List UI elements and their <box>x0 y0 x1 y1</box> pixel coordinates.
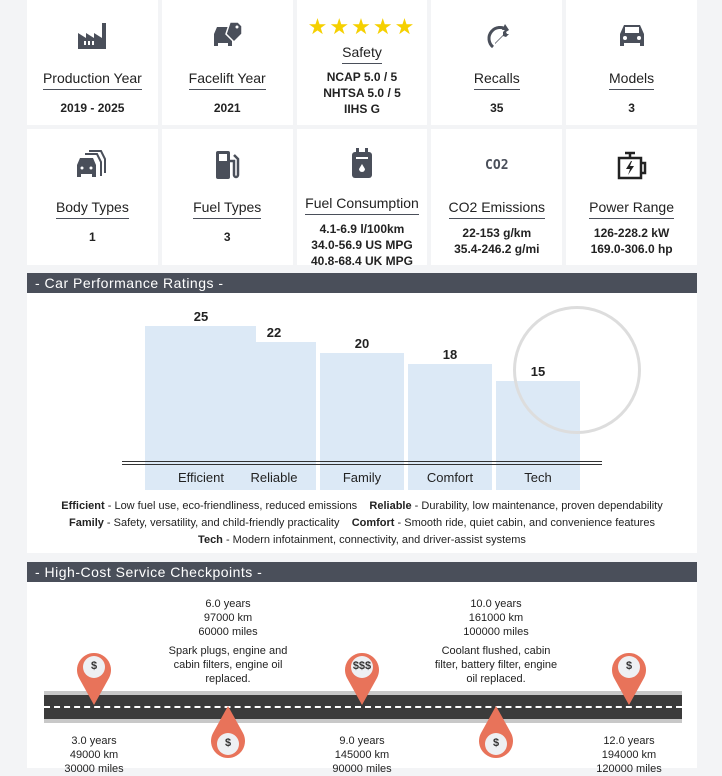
spec-value: 3 <box>223 230 231 244</box>
spec-value: 34.0-56.9 US MPG <box>311 238 413 252</box>
spec-value: NHTSA 5.0 / 5 <box>323 86 401 100</box>
checkpoint-years: 6.0 years <box>205 598 251 610</box>
checkpoint-km: 145000 km <box>334 749 390 761</box>
legend-term: Family <box>69 517 104 529</box>
bar-value: 15 <box>530 363 546 379</box>
co2-icon: CO2 <box>485 157 509 173</box>
legend-desc: - Modern infotainment, connectivity, and driver-assist systems <box>222 534 526 546</box>
bar-label: Efficient <box>177 470 224 485</box>
spec-value: IIHS G <box>343 102 380 116</box>
checkpoint-years: 9.0 years <box>339 735 385 747</box>
spec-label: Safety <box>342 44 382 64</box>
checkpoint-miles: 60000 miles <box>198 626 258 638</box>
astronaut-watermark <box>513 306 641 434</box>
service-pin[interactable] <box>610 648 648 706</box>
spec-label: Facelift Year <box>189 70 266 90</box>
checkpoint-info <box>292 734 432 776</box>
checkpoint-miles: 120000 miles <box>596 763 662 775</box>
spec-value: 2019 - 2025 <box>60 101 125 115</box>
stars-icon: ★★★★★ <box>307 14 417 39</box>
spec-value: 2021 <box>213 101 241 115</box>
spec-label: Recalls <box>474 70 520 90</box>
legend-desc: - Safety, versatility, and child-friendly practicality <box>103 517 340 529</box>
checkpoint-km: 194000 km <box>601 749 657 761</box>
bar-label: Family <box>342 470 382 485</box>
cost-icon: $$$ <box>352 660 372 672</box>
checkpoint-years: 3.0 years <box>71 735 117 747</box>
spec-value: 126-228.2 kW <box>593 226 670 240</box>
checkpoint-miles: 100000 miles <box>463 626 529 638</box>
bar-label: Tech <box>524 470 552 485</box>
spec-value: 3 <box>628 101 635 115</box>
checkpoint-info <box>559 734 699 776</box>
checkpoint-years: 10.0 years <box>470 598 522 610</box>
spec-value: 35.4-246.2 g/mi <box>454 242 540 256</box>
service-header: - High-Cost Service Checkpoints - <box>27 562 697 582</box>
legend-term: Efficient <box>61 500 105 512</box>
bar-value: 20 <box>354 336 370 351</box>
cost-icon: $ <box>224 737 232 749</box>
checkpoint-km: 49000 km <box>69 749 119 761</box>
spec-label: Fuel Types <box>193 199 261 219</box>
legend-desc: - Durability, low maintenance, proven dependability <box>411 500 663 512</box>
checkpoint-info <box>426 597 566 686</box>
checkpoint-info <box>158 597 298 686</box>
checkpoint-description: Coolant flushed, cabin filter, battery filter, engine oil replaced. <box>434 645 558 685</box>
spec-value: 22-153 g/km <box>462 226 532 240</box>
spec-label: Body Types <box>56 199 129 219</box>
checkpoint-miles: 30000 miles <box>64 763 124 775</box>
bar-reliable <box>232 342 316 490</box>
checkpoint-km: 161000 km <box>468 612 524 624</box>
legend-desc: - Low fuel use, eco-friendliness, reduced emissions <box>104 500 358 512</box>
chart-legend <box>27 498 697 549</box>
spec-value: 1 <box>89 230 96 244</box>
service-pin[interactable] <box>75 648 113 706</box>
spec-value: 169.0-306.0 hp <box>590 242 673 256</box>
checkpoint-description: Spark plugs, engine and cabin filters, engine oil replaced. <box>168 645 288 685</box>
cost-icon: $ <box>625 660 633 672</box>
bar-value: 25 <box>193 308 209 324</box>
checkpoint-info <box>24 734 164 776</box>
spec-value: 40.8-68.4 UK MPG <box>310 254 414 268</box>
checkpoint-miles: 90000 miles <box>332 763 392 775</box>
spec-label: Power Range <box>589 199 674 219</box>
bar-label: Comfort <box>426 470 474 485</box>
legend-term: Tech <box>198 534 223 546</box>
service-pin[interactable] <box>477 705 515 763</box>
legend-desc: - Smooth ride, quiet cabin, and convenience features <box>394 517 655 529</box>
checkpoint-km: 97000 km <box>203 612 253 624</box>
checkpoint-years: 12.0 years <box>603 735 655 747</box>
service-pin[interactable] <box>209 705 247 763</box>
bar-label: Reliable <box>250 470 298 485</box>
bar-value: 22 <box>266 325 282 340</box>
spec-value: NCAP 5.0 / 5 <box>326 70 398 84</box>
bar-value: 18 <box>442 347 458 362</box>
spec-value: 4.1-6.9 l/100km <box>319 222 405 236</box>
service-pin[interactable] <box>343 648 381 706</box>
legend-term: Reliable <box>369 500 412 512</box>
chart-baseline <box>122 461 602 465</box>
cost-icon: $ <box>492 737 500 749</box>
cost-icon: $ <box>90 660 98 672</box>
spec-label: CO2 Emissions <box>449 199 545 219</box>
spec-label: Models <box>609 70 654 90</box>
legend-term: Comfort <box>351 517 395 529</box>
performance-header: - Car Performance Ratings - <box>27 273 697 293</box>
spec-label: Production Year <box>43 70 142 90</box>
spec-value: 35 <box>490 101 504 115</box>
spec-label: Fuel Consumption <box>305 195 419 215</box>
